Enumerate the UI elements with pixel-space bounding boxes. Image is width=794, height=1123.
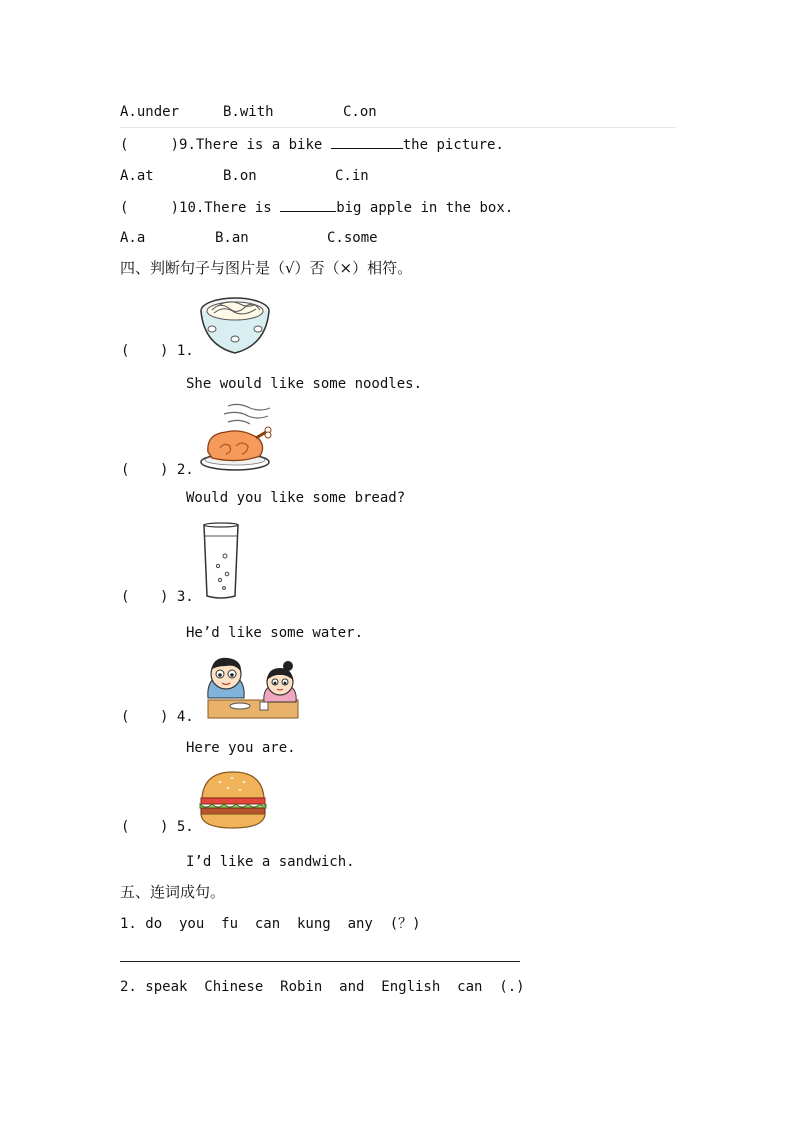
- judge-number-1: ) 1.: [160, 343, 194, 359]
- q9-lead: )9.There is a bike: [170, 137, 323, 153]
- q10-option-c: C.some: [327, 230, 378, 246]
- noodle-bowl-icon: [198, 293, 272, 357]
- q8-option-b: B.with: [223, 104, 274, 120]
- q10-lead: )10.There is: [170, 200, 272, 216]
- q9-question: [120, 135, 504, 154]
- judge-bracket-2[interactable]: (: [121, 462, 130, 478]
- q10-tail: big apple in the box.: [336, 200, 514, 216]
- q9-paren: (: [120, 137, 129, 153]
- section5-heading: 五、连词成句。: [120, 883, 226, 901]
- q9-option-b: B.on: [223, 168, 257, 184]
- judge-sentence-5: I’d like a sandwich.: [186, 854, 355, 870]
- q9-blank[interactable]: [331, 135, 403, 149]
- judge-bracket-3[interactable]: (: [121, 589, 130, 605]
- s5-item-2: 2. speak Chinese Robin and English can (.): [120, 979, 525, 995]
- q9-option-c: C.in: [335, 168, 369, 184]
- judge-bracket-5[interactable]: (: [121, 819, 130, 835]
- children-eating-icon: [202, 652, 302, 720]
- section4-heading: 四、判断句子与图片是（√）否（×）相符。: [120, 259, 413, 277]
- q10-blank[interactable]: [280, 198, 336, 212]
- q8-option-c: C.on: [343, 104, 377, 120]
- divider: [120, 127, 676, 128]
- judge-number-3: ) 3.: [160, 589, 194, 605]
- roast-chicken-icon: [198, 402, 276, 474]
- q9-tail: the picture.: [402, 137, 504, 153]
- judge-bracket-1[interactable]: (: [121, 343, 130, 359]
- judge-sentence-2: Would you like some bread?: [186, 490, 406, 506]
- q8-option-a: A.under: [120, 104, 180, 120]
- q10-option-a: A.a: [120, 230, 146, 246]
- judge-sentence-4: Here you are.: [186, 740, 296, 756]
- judge-bracket-4[interactable]: (: [121, 709, 130, 725]
- judge-number-5: ) 5.: [160, 819, 194, 835]
- judge-sentence-1: She would like some noodles.: [186, 376, 423, 392]
- hamburger-icon: [198, 770, 268, 832]
- s5-answer-line-1[interactable]: [120, 961, 520, 962]
- q10-question: [120, 198, 513, 217]
- judge-sentence-3: He’d like some water.: [186, 625, 364, 641]
- judge-number-4: ) 4.: [160, 709, 194, 725]
- s5-item-1: 1. do you fu can kung any (？): [120, 916, 421, 932]
- judge-number-2: ) 2.: [160, 462, 194, 478]
- water-glass-icon: [200, 522, 242, 602]
- q10-paren: (: [120, 200, 129, 216]
- q9-option-a: A.at: [120, 168, 154, 184]
- q10-option-b: B.an: [215, 230, 249, 246]
